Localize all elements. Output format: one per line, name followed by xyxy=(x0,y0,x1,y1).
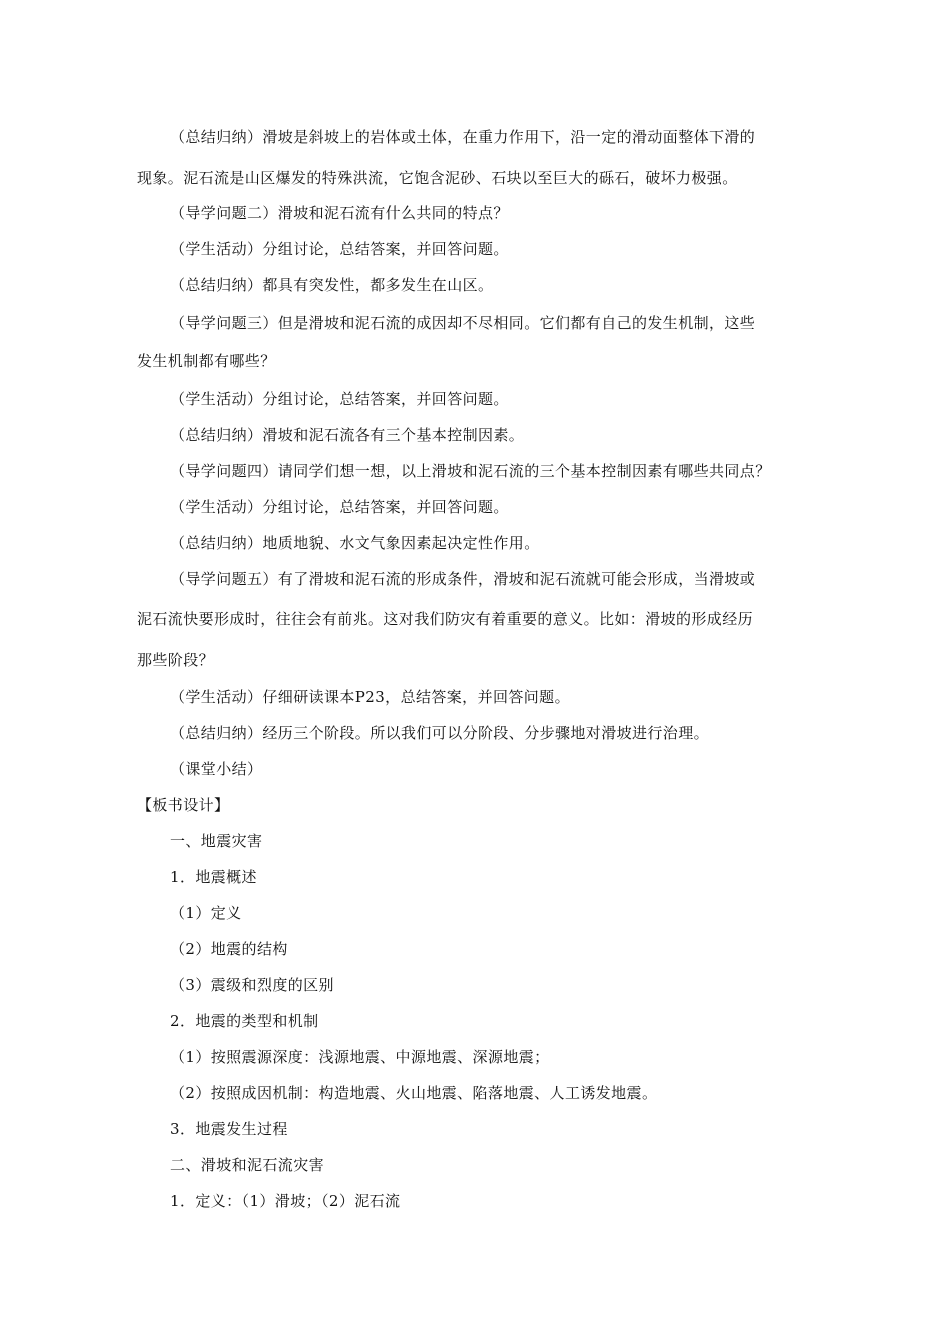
paragraph-line: （导学问题四）请同学们想一想，以上滑坡和泥石流的三个基本控制因素有哪些共同点？ xyxy=(170,462,771,480)
paragraph-line: 现象。泥石流是山区爆发的特殊洪流，它饱含泥砂、石块以至巨大的砾石，破坏力极强。 xyxy=(137,169,738,187)
paragraph-line: （导学问题三）但是滑坡和泥石流的成因却不尽相同。它们都有自己的发生机制，这些 xyxy=(170,314,756,332)
outline-item: 二、滑坡和泥石流灾害 xyxy=(170,1156,325,1174)
paragraph-line: （学生活动）分组讨论，总结答案，并回答问题。 xyxy=(170,240,509,258)
paragraph-line: （总结归纳）地质地貌、水文气象因素起决定性作用。 xyxy=(170,534,540,552)
paragraph-line: 泥石流快要形成时，往往会有前兆。这对我们防灾有着重要的意义。比如：滑坡的形成经历 xyxy=(137,610,754,628)
outline-item: 1．地震概述 xyxy=(170,868,257,886)
outline-item: 1．定义：（1）滑坡；（2）泥石流 xyxy=(170,1192,401,1210)
outline-item: 一、地震灾害 xyxy=(170,832,263,850)
paragraph-line: （学生活动）仔细研读课本P23，总结答案，并回答问题。 xyxy=(170,688,570,706)
paragraph-line: （总结归纳）滑坡和泥石流各有三个基本控制因素。 xyxy=(170,426,525,444)
paragraph-line: （导学问题五）有了滑坡和泥石流的形成条件，滑坡和泥石流就可能会形成，当滑坡或 xyxy=(170,570,756,588)
outline-item: （2）地震的结构 xyxy=(170,940,288,958)
outline-item: 3．地震发生过程 xyxy=(170,1120,288,1138)
paragraph-line: （导学问题二）滑坡和泥石流有什么共同的特点？ xyxy=(170,204,509,222)
outline-item: （2）按照成因机制：构造地震、火山地震、陷落地震、人工诱发地震。 xyxy=(170,1084,658,1102)
paragraph-line: （课堂小结） xyxy=(170,760,263,778)
outline-item: （1）按照震源深度：浅源地震、中源地震、深源地震； xyxy=(170,1048,550,1066)
paragraph-line: （总结归纳）经历三个阶段。所以我们可以分阶段、分步骤地对滑坡进行治理。 xyxy=(170,724,710,742)
section-heading: 【板书设计】 xyxy=(137,796,230,814)
paragraph-line: 发生机制都有哪些？ xyxy=(137,352,276,370)
outline-item: （1）定义 xyxy=(170,904,242,922)
paragraph-line: （学生活动）分组讨论，总结答案，并回答问题。 xyxy=(170,390,509,408)
paragraph-line: （总结归纳）滑坡是斜坡上的岩体或土体，在重力作用下，沿一定的滑动面整体下滑的 xyxy=(170,128,756,146)
paragraph-line: 那些阶段？ xyxy=(137,651,215,669)
paragraph-line: （学生活动）分组讨论，总结答案，并回答问题。 xyxy=(170,498,509,516)
outline-item: （3）震级和烈度的区别 xyxy=(170,976,334,994)
paragraph-line: （总结归纳）都具有突发性，都多发生在山区。 xyxy=(170,276,494,294)
outline-item: 2．地震的类型和机制 xyxy=(170,1012,319,1030)
